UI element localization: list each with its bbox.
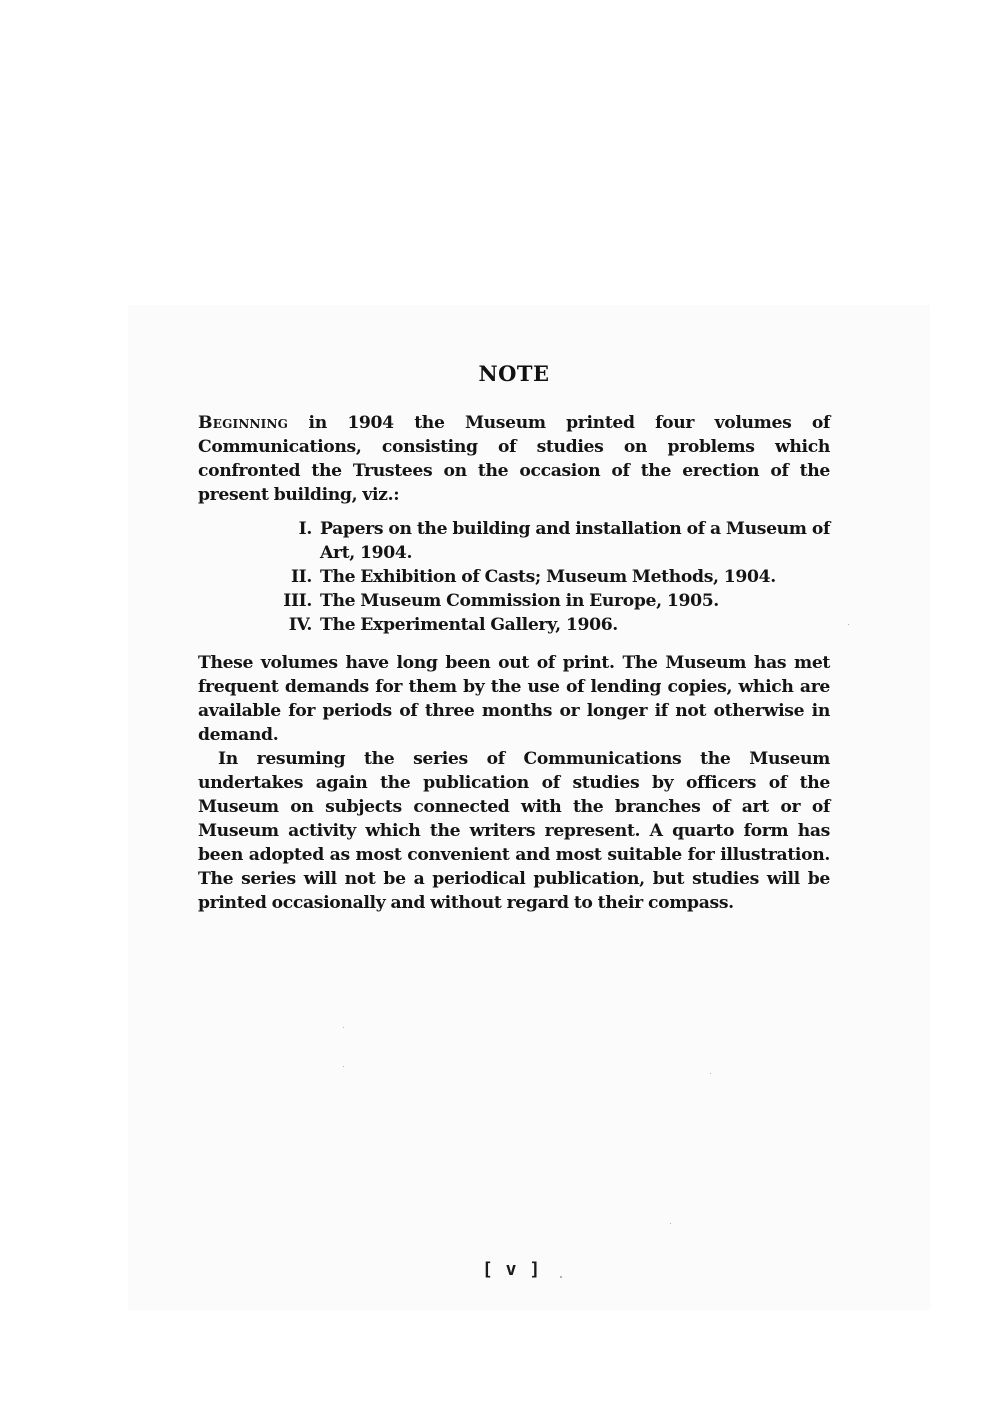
- volume-item: [198, 517, 830, 565]
- volume-title: Papers on the building and installation of a Museum of Art, 1904.: [320, 519, 830, 563]
- volume-item: [198, 589, 830, 613]
- scan-speck: [343, 1066, 344, 1067]
- scan-speck: [670, 1223, 671, 1224]
- volume-title: The Museum Commission in Europe, 1905.: [320, 591, 719, 611]
- intro-lead-word: Beginning: [198, 413, 289, 433]
- volume-numeral: I.: [298, 519, 312, 539]
- volume-title: The Exhibition of Casts; Museum Methods, 1904.: [320, 567, 776, 587]
- scan-speck: [560, 1276, 562, 1278]
- volume-item: [198, 565, 830, 589]
- note-page: [198, 360, 830, 915]
- volume-numeral: IV.: [288, 615, 312, 635]
- volume-list: [198, 517, 830, 637]
- page-number: [ v ]: [482, 1259, 542, 1280]
- scan-speck: [343, 1027, 344, 1028]
- out-of-print-paragraph: These volumes have long been out of print. The Museum has met frequent demands for them by the use of lending copies, which are available for periods of three months or longer if not otherwise in demand.: [198, 653, 830, 745]
- scan-speck: [848, 624, 849, 625]
- intro-paragraph: [198, 411, 830, 507]
- intro-text: in 1904 the Museum printed four volumes of Communications, consisting of studies on problems which confronted the Trustees on the occasion of the erection of the present building, viz.:: [198, 413, 830, 505]
- volume-numeral: III.: [283, 591, 312, 611]
- volume-item: [198, 613, 830, 637]
- volume-title: The Experimental Gallery, 1906.: [320, 615, 618, 635]
- scan-speck: [710, 1073, 711, 1074]
- page-title: NOTE: [478, 361, 550, 386]
- resuming-series-paragraph: In resuming the series of Communications the Museum undertakes again the publication of studies by officers of the Museum on subjects connected with the branches of art or of Museum activity which the writers represent. A quarto form has been adopted as most convenient and most suitable for illustration. The series will not be a periodical publication, but studies will be printed occasionally and without regard to their compass.: [198, 749, 830, 913]
- volume-numeral: II.: [290, 567, 312, 587]
